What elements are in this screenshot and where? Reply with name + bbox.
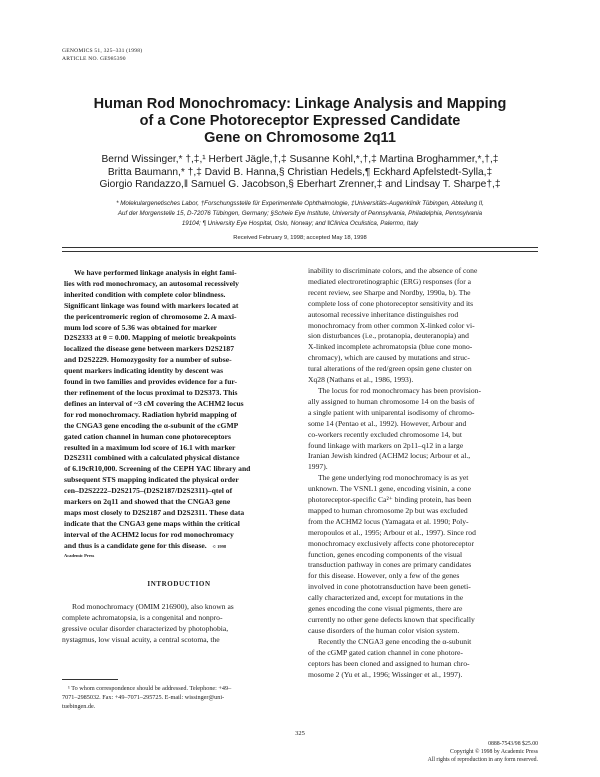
author-list [50, 154, 550, 192]
article-number: ARTICLE NO. GE985390 [62, 56, 126, 62]
abstract-copyright: © 1998 [212, 543, 227, 549]
affiliation-line: Auf der Morgenstelle 15, D-72076 Tübingen, Germany; §Scheie Eye Institute, University of Pennsylvania, Philadelphia, Pennsylvania [117, 210, 483, 218]
abstract-line: quent markers indicating identity by descent was [64, 366, 224, 376]
body-line: gressive ocular disorder characterized by photophobia, [62, 623, 229, 633]
footnote-line: tuebingen.de. [62, 703, 96, 711]
body-line: complete loss of cone photoreceptor sensitivity and its [308, 298, 474, 308]
footnote-divider [62, 679, 118, 680]
body-line: function, genes encoding components of the visual [308, 549, 463, 559]
body-line: of the cGMP gated cation channel in cone photore- [308, 647, 463, 657]
body-line: mosome 2 (Yu et al., 1996; Wissinger et al., 1997). [308, 669, 463, 679]
copyright-line: 0888-7543/98 $25.00 [488, 741, 538, 747]
copyright-line: Copyright © 1998 by Academic Press [450, 749, 538, 756]
abstract-line: resulted in a maximum lod score of 16.1 with marker [64, 442, 236, 452]
body-line: from the ACHM2 locus (Yamagata et al. 1990; Poly- [308, 516, 469, 526]
title-line: of a Cone Photoreceptor Expressed Candidate [139, 113, 461, 129]
abstract-line: Significant linkage was found with markers located at [64, 300, 239, 310]
body-line: found linkage with markers on 2p11–q12 in a large [308, 440, 464, 450]
body-line: ceptors has been cloned and assigned to human chro- [308, 658, 470, 668]
body-line: involved in cone phototransduction have been geneti- [308, 582, 471, 592]
body-line: recent review, see Sharpe and Nordby, 1990a, b). The [308, 287, 471, 297]
abstract-line: and D2S2229. Homozygosity for a number of subse- [64, 355, 232, 365]
abstract-line: gated cation channel in human cone photoreceptors [64, 431, 231, 441]
correspondence-footnote [62, 684, 296, 712]
abstract-line: and thus is a candidate gene for this disease. [64, 540, 207, 550]
body-line: cause disorders of the human color vision system. [308, 625, 460, 635]
article-title [60, 96, 540, 147]
body-line: Iranian Jewish kindred (ACHM2 locus; Arbour et al., [308, 451, 471, 461]
affiliation-line: 19104; ¶ University Eye Hospital, Oslo, Norway; and ‖Clinica Oculistica, Palermo, Italy [181, 220, 419, 228]
header-divider-secondary [62, 251, 538, 252]
body-line: Xq28 (Nathans et al., 1986, 1993). [308, 375, 414, 385]
body-line: tural alterations of the red/green opsin gene cluster on [308, 364, 472, 374]
page-number: 325 [295, 730, 305, 737]
abstract-line: mum lod score of 5.36 was obtained for marker [64, 322, 218, 332]
abstract-line: cen–D2S2222–D2S2175–(D2S2187/D2S2311)–qtel of [64, 486, 233, 496]
body-line: photoreceptor-specific Ca²⁺ binding protein, has been [308, 495, 472, 505]
header-divider [62, 247, 538, 248]
body-line: for this disease. However, only a few of the genes [308, 571, 460, 581]
body-line: some 14 (Pentao et al., 1992). However, Arbour and [308, 418, 467, 428]
body-line: a single patient with uniparental isodisomy of chromo- [308, 407, 475, 417]
title-line: Gene on Chromosome 2q11 [204, 130, 396, 146]
abstract-line: D2S2311 combined with a calculated physical distance [64, 453, 240, 463]
body-line: currently no other gene defects known that specifically [308, 615, 475, 624]
author-line: Giorgio Randazzo,‖ Samuel G. Jacobson,§ Eberhart Zrenner,‡ and Lindsay T. Sharpe†,‡ [99, 179, 501, 190]
author-line: Britta Baumann,* †,‡ David B. Hanna,§ Christian Hedels,¶ Eckhard Apfelstedt-Sylla,‡ [107, 166, 493, 178]
abstract-line: markers on 2q11 and showed that the CNGA3 gene [64, 497, 231, 507]
body-line: nystagmus, low visual acuity, a central scotoma, the [62, 634, 220, 644]
abstract [64, 268, 292, 560]
abstract-line: ther refinement of the locus proximal to D2S373. This [64, 387, 238, 397]
footnote-line: ¹ To whom correspondence should be addressed. Telephone: +49– [68, 685, 232, 692]
abstract-line: interval of the ACHM2 locus for rod monochromacy [64, 529, 234, 539]
body-line: unknown. The VSNL1 gene, encoding visinin, a cone [308, 484, 471, 494]
body-line: genes encoding the cone visual pigments, there are [308, 604, 463, 614]
abstract-line: D2S2333 at θ = 0.00. Mapping of meiotic breakpoints [64, 333, 236, 343]
body-line: chromacy), which are caused by mutations and struc- [308, 353, 470, 363]
author-line: Bernd Wissinger,* †,‡,¹ Herbert Jägle,†,‡ Susanne Kohl,*,†,‡ Martina Broghammer,*,†,‡ [101, 154, 499, 165]
body-line: mediated electroretinographic (ERG) responses (for a [308, 276, 471, 286]
right-column-text [308, 266, 542, 680]
body-line: The locus for rod monochromacy has been provision- [318, 385, 482, 395]
body-line: X-linked incomplete achromatopsia (blue cone mono- [308, 342, 473, 352]
abstract-line: the CNGA3 gene encoding the α-subunit of the cGMP [64, 420, 239, 430]
abstract-line: subsequent STS mapping indicated the physical order [64, 475, 239, 485]
affiliations [50, 199, 550, 230]
title-line: Human Rod Monochromacy: Linkage Analysis and Mapping [93, 96, 507, 112]
body-line: meropoulos et al., 1995; Arbour et al., 1997). Since rod [308, 527, 476, 537]
journal-header [62, 47, 142, 63]
abstract-line: localized the disease gene between markers D2S2187 [64, 344, 234, 354]
journal-citation: GENOMICS 51, 325–331 (1998) [62, 48, 143, 54]
copyright-notice [412, 740, 538, 765]
body-line: mapped to human chromosome 2p but was excluded [308, 505, 468, 515]
abstract-line: found in two families and provides evidence for a fur- [64, 377, 238, 387]
abstract-line: of 6.19cR10,000. Screening of the CEPH YAC library and [64, 464, 251, 474]
received-dates: Received February 9, 1998; accepted May 18, 1998 [233, 235, 367, 241]
footnote-line: 7071–2985032. Fax: +49–7071–295725. E-mail: wissinger@uni- [62, 694, 225, 702]
introduction-text [62, 602, 296, 646]
abstract-line: indicate that the CNGA3 gene maps within the critical [64, 518, 240, 528]
affiliation-line: * Molekulargenetisches Labor, †Forschungsstelle für Experimentelle Ophthalmologie, ‡Universitäts-Augenklinik Tübingen, Abteilung II, [116, 200, 484, 207]
abstract-line: lies with rod monochromacy, an autosomal recessively [64, 278, 239, 288]
body-line: transduction pathway in cones are primary candidates [308, 560, 472, 570]
abstract-line: We have performed linkage analysis in eight fami- [74, 268, 237, 277]
abstract-line: defines an interval of ~3 cM covering the ACHM2 locus [64, 398, 244, 408]
body-line: sion disturbances (i.e., protanopia, deuteranopia) and [308, 331, 469, 341]
body-line: complete achromatopsia, is a congenital and nonpro- [62, 612, 223, 622]
abstract-line: maps most closely to D2S2187 and D2S2311. These data [64, 507, 245, 517]
abstract-last-line [64, 541, 292, 552]
introduction-heading: INTRODUCTION [147, 580, 211, 588]
copyright-line: All rights of reproduction in any form reserved. [427, 757, 538, 764]
body-line: Recently the CNGA3 gene encoding the α-subunit [318, 636, 472, 646]
abstract-line: the pericentromeric region of chromosome 2. A maxi- [64, 311, 237, 321]
body-line: monochromacy from other common X-linked color vi- [308, 320, 475, 330]
abstract-line: for rod monochromacy. Radiation hybrid mapping of [64, 409, 237, 419]
body-line: inability to discriminate colors, and the absence of cone [308, 266, 478, 275]
body-line: cally characterized and, except for mutations in the [308, 593, 464, 603]
publisher-name: Academic Press [64, 552, 95, 558]
body-line: 1997). [308, 462, 328, 472]
body-line: autosomal recessive inheritance distinguishes rod [308, 309, 459, 319]
body-line: Rod monochromacy (OMIM 216900), also known as [72, 602, 234, 611]
body-line: co-workers recently excluded chromosome 14, but [308, 429, 462, 439]
body-line: The gene underlying rod monochromacy is as yet [318, 473, 469, 483]
abstract-line: inherited condition with complete color blindness. [64, 289, 226, 299]
body-line: ally assigned to human chromosome 14 on the basis of [308, 396, 475, 406]
body-line: monochromacy exclusively affects cone photoreceptor [308, 538, 475, 548]
